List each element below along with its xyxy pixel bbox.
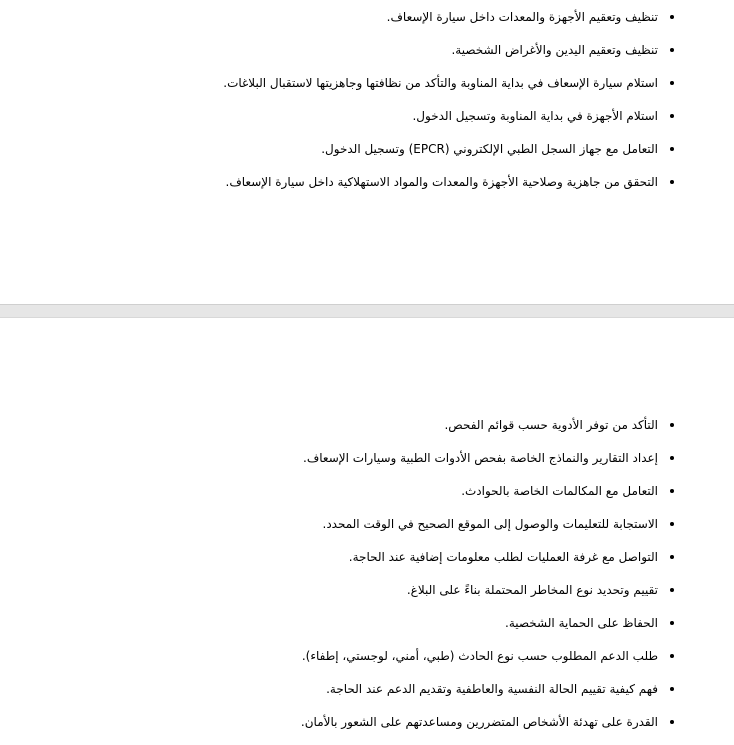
list-item-text: فهم كيفية تقييم الحالة النفسية والعاطفية وتقديم الدعم عند الحاجة. (326, 682, 658, 696)
list-item (54, 415, 674, 448)
list-item-text: القدرة على تهدئة الأشخاص المتضررين ومساعدتهم على الشعور بالأمان. (300, 715, 658, 729)
list-item (54, 547, 674, 580)
list-item (54, 40, 674, 73)
document-page-2 (0, 318, 734, 727)
bullet-icon (670, 720, 674, 724)
bullet-icon (670, 180, 674, 184)
list-item-text: طلب الدعم المطلوب حسب نوع الحادث (طبي، أمني، لوجستي، إطفاء). (301, 649, 658, 663)
list-item (54, 613, 674, 646)
list-item-text: الحفاظ على الحماية الشخصية. (505, 616, 658, 630)
list-item-text: تقييم وتحديد نوع المخاطر المحتملة بناءً على البلاغ. (406, 583, 658, 597)
bullet-icon (670, 15, 674, 19)
list-item (54, 139, 674, 172)
list-item-text: استلام سيارة الإسعاف في بداية المناوبة والتأكد من نظافتها وجاهزيتها لاستقبال البلاغات. (223, 76, 658, 90)
bullet-icon (670, 654, 674, 658)
bullet-icon (670, 147, 674, 151)
list-item (54, 712, 674, 745)
list-item (54, 7, 674, 40)
bullet-list (54, 7, 674, 205)
list-item (54, 106, 674, 139)
list-item (54, 481, 674, 514)
list-item-text: التواصل مع غرفة العمليات لطلب معلومات إضافية عند الحاجة. (348, 550, 658, 564)
list-item-text: إعداد التقارير والنماذج الخاصة بفحص الأدوات الطبية وسيارات الإسعاف. (303, 451, 658, 465)
list-item (54, 580, 674, 613)
bullet-icon (670, 48, 674, 52)
list-item-text: تنظيف وتعقيم اليدين والأغراض الشخصية. (451, 43, 658, 57)
page-separator (0, 304, 734, 318)
bullet-icon (670, 588, 674, 592)
list-item (54, 646, 674, 679)
list-item-text: التعامل مع المكالمات الخاصة بالحوادث. (461, 484, 658, 498)
bullet-icon (670, 489, 674, 493)
list-item (54, 73, 674, 106)
list-item (54, 679, 674, 712)
bullet-icon (670, 456, 674, 460)
document-page-1 (0, 0, 734, 304)
bullet-icon (670, 555, 674, 559)
bullet-icon (670, 522, 674, 526)
list-item (54, 448, 674, 481)
list-item-text: تنظيف وتعقيم الأجهزة والمعدات داخل سيارة الإسعاف. (386, 10, 658, 24)
bullet-icon (670, 687, 674, 691)
bullet-icon (670, 423, 674, 427)
list-item-text: التعامل مع جهاز السجل الطبي الإلكتروني (EPCR) وتسجيل الدخول. (321, 142, 658, 156)
bullet-icon (670, 114, 674, 118)
bullet-list (54, 415, 674, 745)
bullet-icon (670, 621, 674, 625)
list-item-text: استلام الأجهزة في بداية المناوبة وتسجيل الدخول. (412, 109, 658, 123)
list-item (54, 172, 674, 205)
list-item-text: التحقق من جاهزية وصلاحية الأجهزة والمعدات والمواد الاستهلاكية داخل سيارة الإسعاف. (225, 175, 658, 189)
list-item-text: الاستجابة للتعليمات والوصول إلى الموقع الصحيح في الوقت المحدد. (322, 517, 658, 531)
bullet-icon (670, 81, 674, 85)
list-item-text: التأكد من توفر الأدوية حسب قوائم الفحص. (444, 418, 658, 432)
list-item (54, 514, 674, 547)
